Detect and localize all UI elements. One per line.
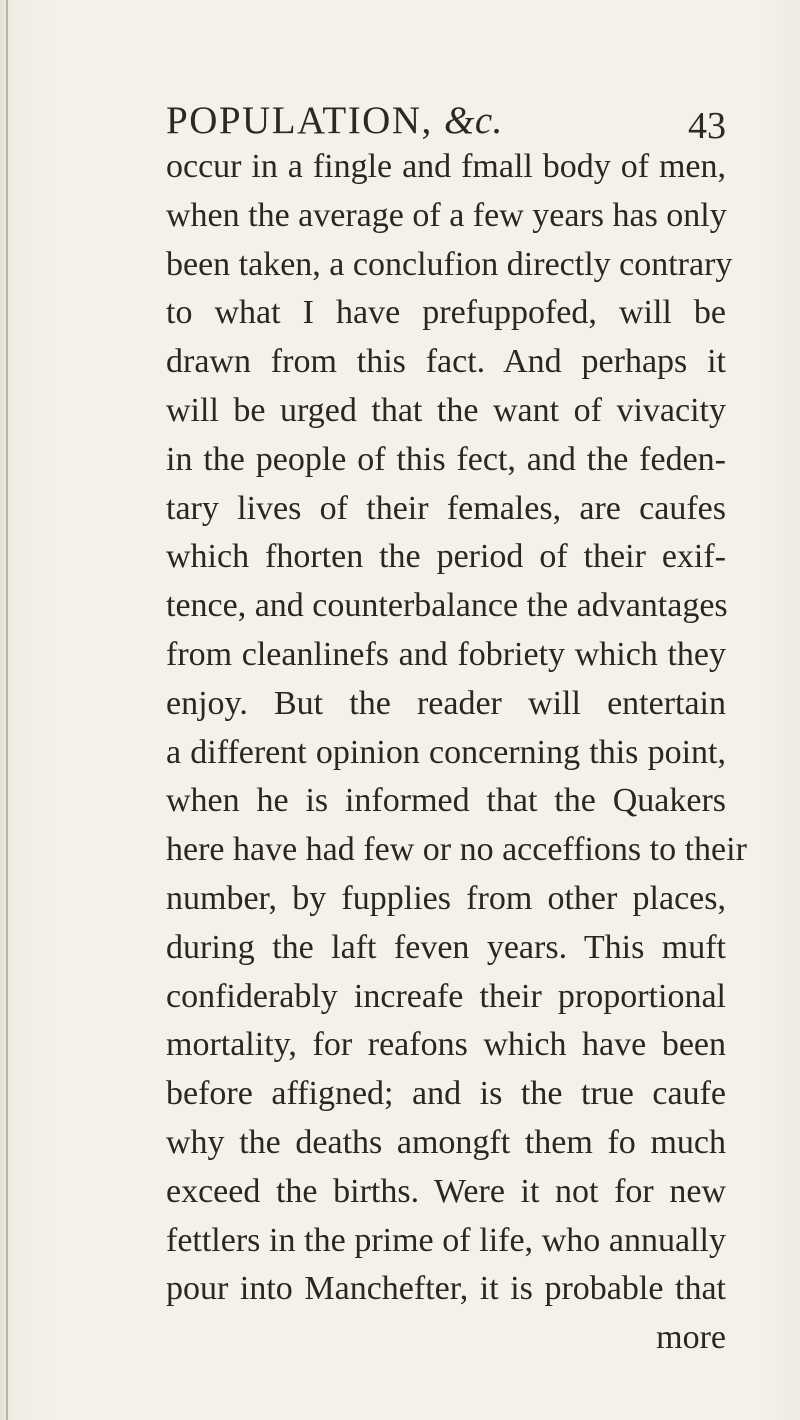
body-text (166, 143, 747, 1363)
text-line: which fhorten the period of their exif- (166, 538, 726, 576)
running-head-etc: &c. (444, 99, 503, 142)
text-line: drawn from this fact. And perhaps it (166, 343, 726, 381)
running-head-title: POPULATION, (166, 99, 433, 142)
text-line: number, by fupplies from other places, (166, 879, 726, 917)
text-line: pour into Manchefter, it is probable that (166, 1270, 726, 1308)
text-line: to what I have prefuppofed, will be (166, 294, 726, 332)
text-line: when the average of a few years has only (166, 196, 727, 234)
text-line: when he is informed that the Quakers (166, 782, 726, 820)
text-line: exceed the births. Were it not for new (166, 1172, 726, 1210)
page-number: 43 (688, 105, 726, 147)
text-line: tence, and counterbalance the advantages (166, 587, 728, 625)
text-line: tary lives of their females, are caufes (166, 489, 726, 527)
text-line: here have had few or no acceffions to their (166, 831, 747, 869)
text-line: will be urged that the want of vivacity (166, 391, 726, 429)
text-line: why the deaths amongft them fo much (166, 1123, 726, 1161)
text-line: confiderably increafe their proportional (166, 977, 726, 1015)
text-line: from cleanlinefs and fobriety which they (166, 635, 726, 673)
text-line: during the laft feven years. This muft (166, 928, 726, 966)
text-line: been taken, a conclufion directly contrary (166, 245, 733, 283)
text-line: a different opinion concerning this point, (166, 733, 726, 771)
running-head (166, 98, 503, 143)
text-line: enjoy. But the reader will entertain (166, 684, 726, 722)
text-line: fettlers in the prime of life, who annually (166, 1221, 726, 1259)
text-line: mortality, for reafons which have been (166, 1026, 726, 1064)
catchword: more (656, 1319, 726, 1357)
text-line: in the people of this fect, and the feden- (166, 440, 726, 478)
text-line: occur in a fingle and fmall body of men, (166, 148, 726, 185)
binding-gutter (6, 0, 8, 1420)
text-line: before affigned; and is the true caufe (166, 1075, 726, 1113)
